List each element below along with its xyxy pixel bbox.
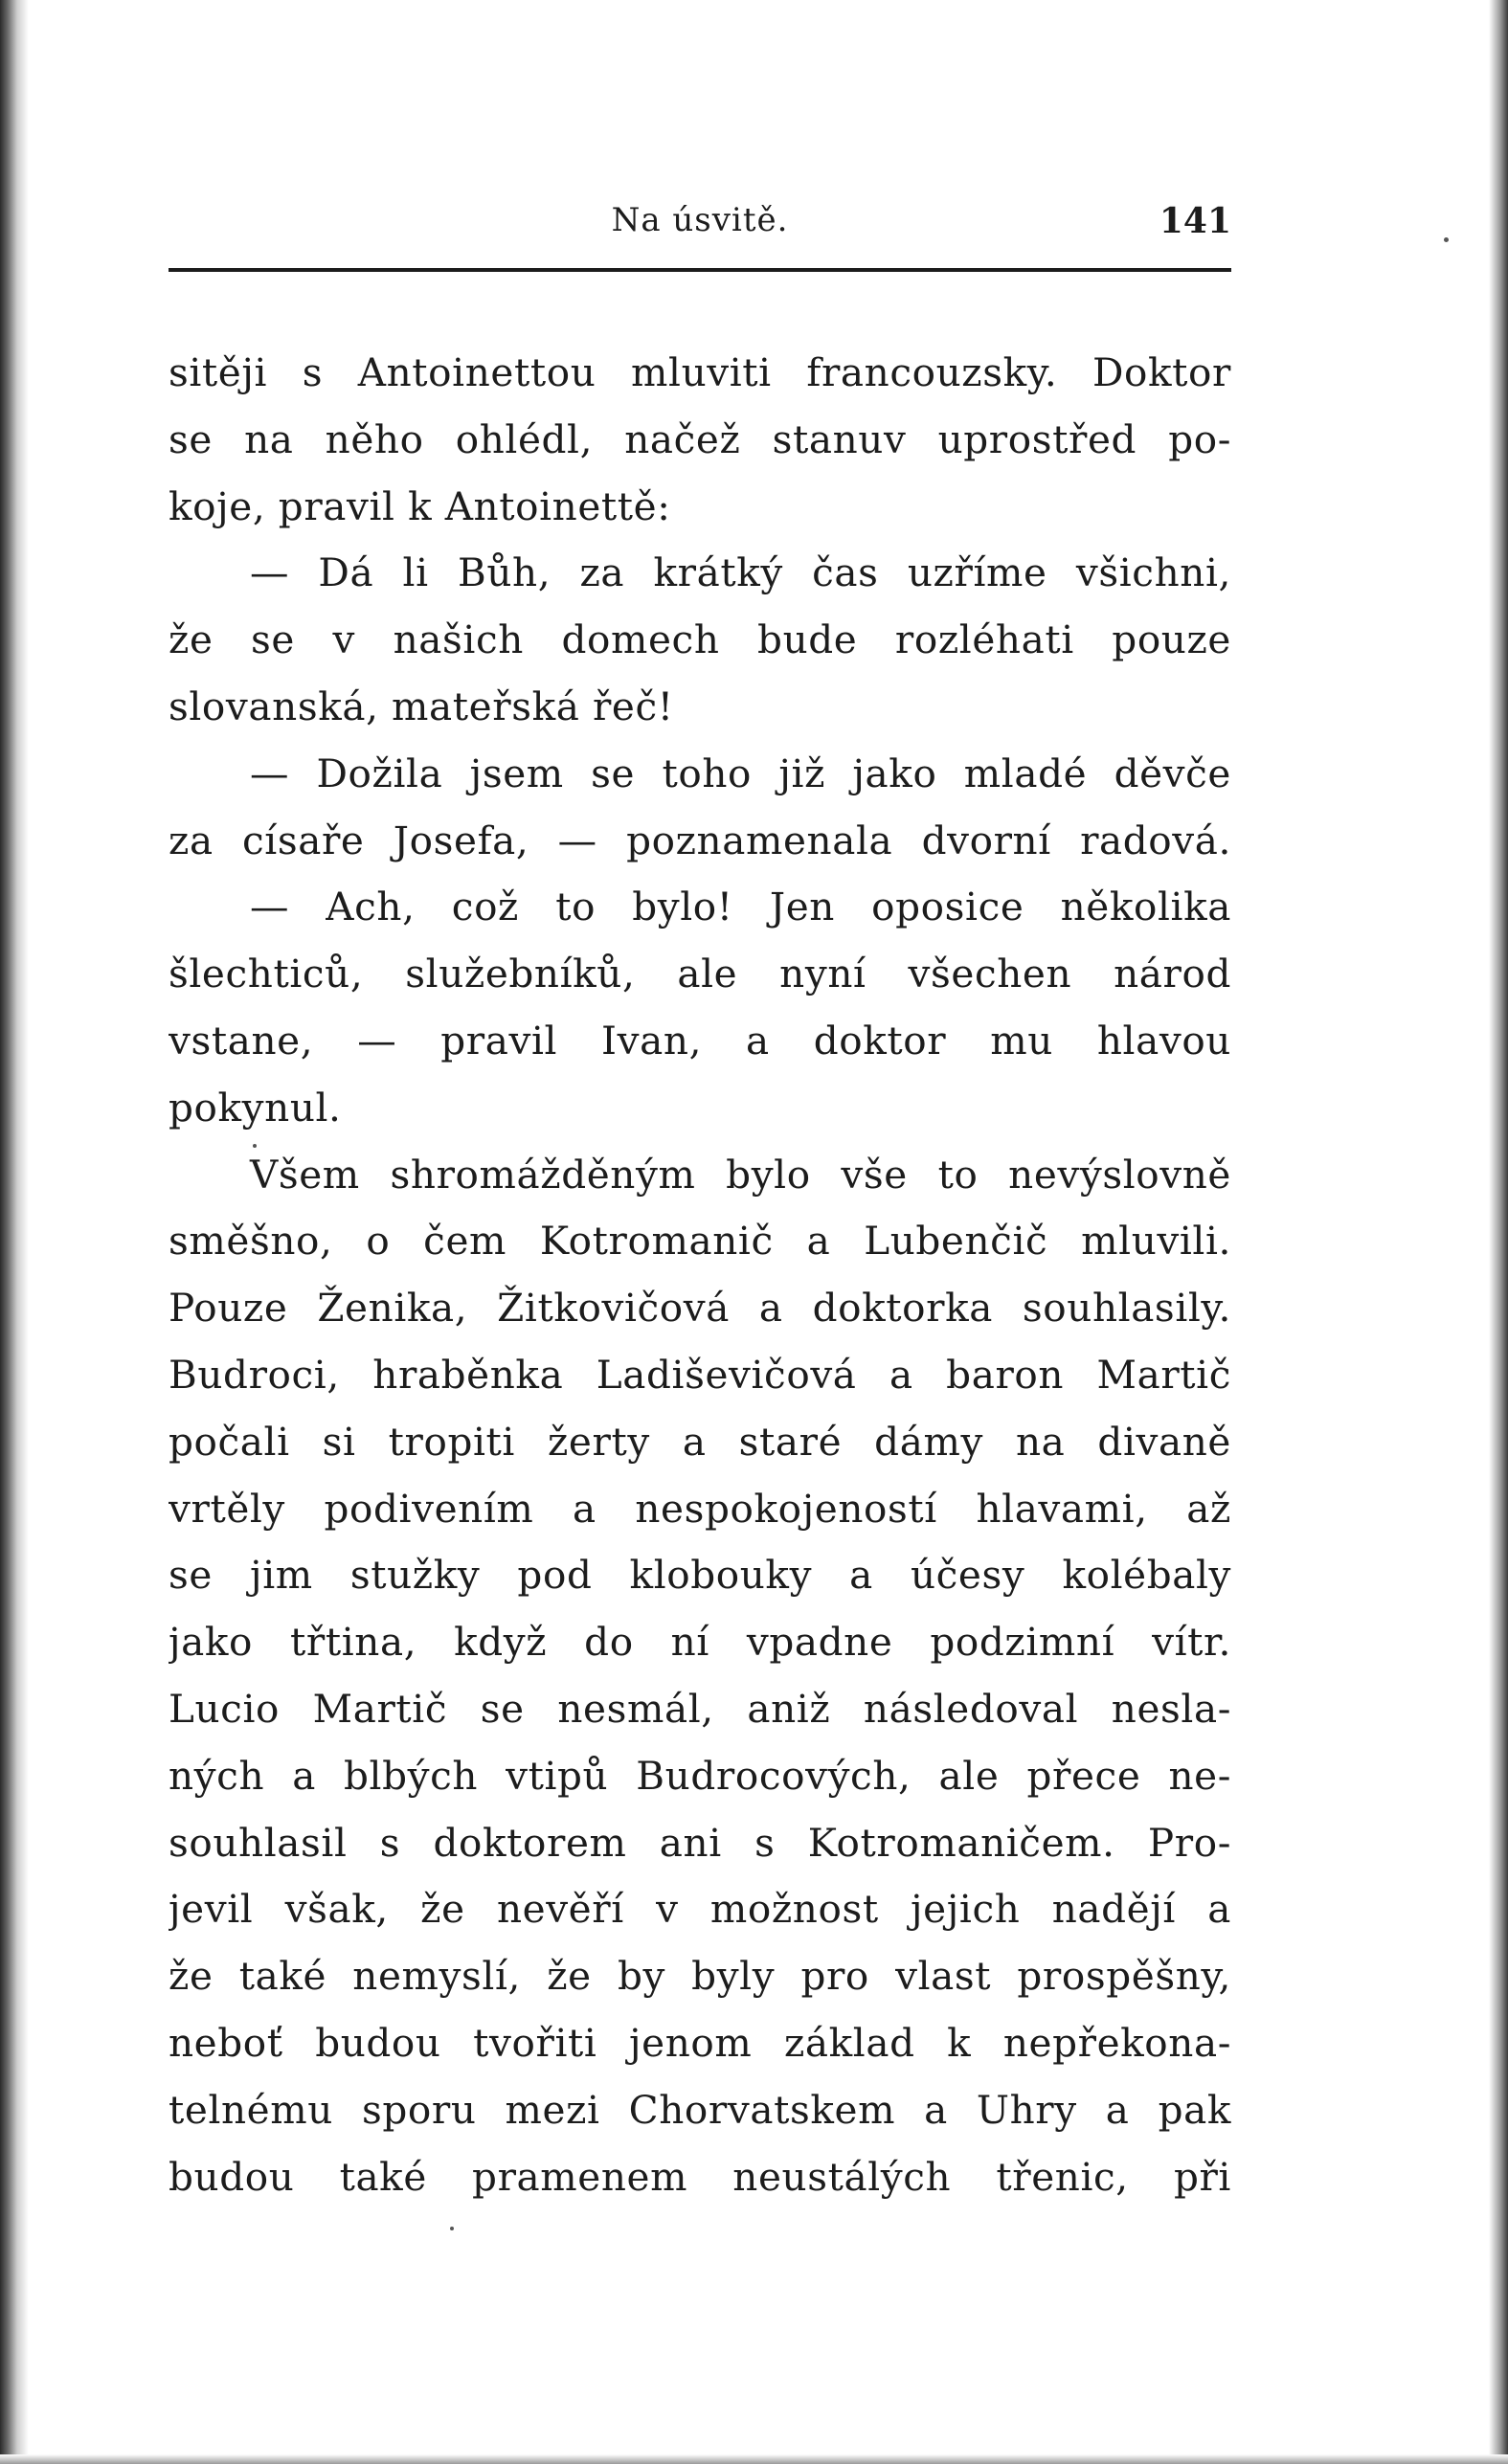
page-header: [169, 201, 1231, 258]
scan-speck: [1444, 237, 1449, 242]
text-line: budou také pramenem neustálých třenic, při: [169, 2153, 1231, 2200]
text-line: jevil však, že nevěří v možnost jejich nadějí a: [169, 1886, 1231, 1933]
body-text: [169, 340, 1231, 2210]
text-line: — Dožila jsem se toho již jako mladé děvče: [250, 750, 1231, 796]
scan-speck: [253, 1144, 257, 1148]
text-line: Všem shromážděným bylo vše to nevýslovně: [250, 1151, 1231, 1198]
text-line: — Dá li Bůh, za krátký čas uzříme všichni,: [250, 549, 1231, 596]
text-line: souhlasil s doktorem ani s Kotromaničem. Pro-: [169, 1819, 1231, 1866]
text-line: vrtěly podivením a nespokojeností hlavami, až: [169, 1485, 1231, 1532]
page-bottom-edge-shadow: [0, 2454, 1508, 2464]
text-line: vstane, — pravil Ivan, a doktor mu hlavou: [169, 1017, 1231, 1064]
scan-speck: [450, 2227, 454, 2230]
text-line: za císaře Josefa, — poznamenala dvorní radová.: [169, 817, 1231, 863]
page-number: 141: [1159, 201, 1231, 241]
text-line: se na něho ohlédl, načež stanuv uprostřed po-: [169, 415, 1231, 462]
text-line: že také nemyslí, že by byly pro vlast prospěšny,: [169, 1953, 1231, 2000]
text-line: se jim stužky pod klobouky a účesy kolébaly: [169, 1552, 1231, 1599]
text-line: že se v našich domech bude rozléhati pouze: [169, 616, 1231, 663]
text-line: Lucio Martič se nesmál, aniž následoval nesla-: [169, 1685, 1231, 1732]
page-left-edge-shadow: [0, 0, 29, 2464]
header-rule: [169, 268, 1231, 272]
text-line: neboť budou tvořiti jenom základ k nepřekona-: [169, 2019, 1231, 2066]
text-line: šlechticů, služebníků, ale nyní všechen národ: [169, 951, 1231, 997]
page-right-edge-shadow: [1489, 0, 1508, 2464]
text-line: počali si tropiti žerty a staré dámy na divaně: [169, 1418, 1231, 1465]
text-line: pokynul.: [169, 1084, 342, 1131]
text-line: — Ach, což to bylo! Jen oposice několika: [250, 884, 1231, 930]
text-line: ných a blbých vtipů Budrocových, ale přece ne-: [169, 1752, 1231, 1799]
text-line: slovanská, mateřská řeč!: [169, 683, 674, 729]
text-line: sitěji s Antoinettou mluviti francouzsky. Doktor: [169, 349, 1231, 395]
running-title: Na úsvitě.: [611, 201, 789, 239]
text-line: Budroci, hraběnka Ladiševičová a baron Martič: [169, 1351, 1231, 1398]
text-line: telnému sporu mezi Chorvatskem a Uhry a pak: [169, 2086, 1231, 2133]
text-line: jako třtina, když do ní vpadne podzimní vítr.: [169, 1619, 1231, 1666]
text-line: Pouze Ženika, Žitkovičová a doktorka souhlasily.: [169, 1285, 1231, 1332]
text-line: směšno, o čem Kotromanič a Lubenčič mluvili.: [169, 1218, 1231, 1265]
text-line: koje, pravil k Antoinettě:: [169, 482, 671, 529]
